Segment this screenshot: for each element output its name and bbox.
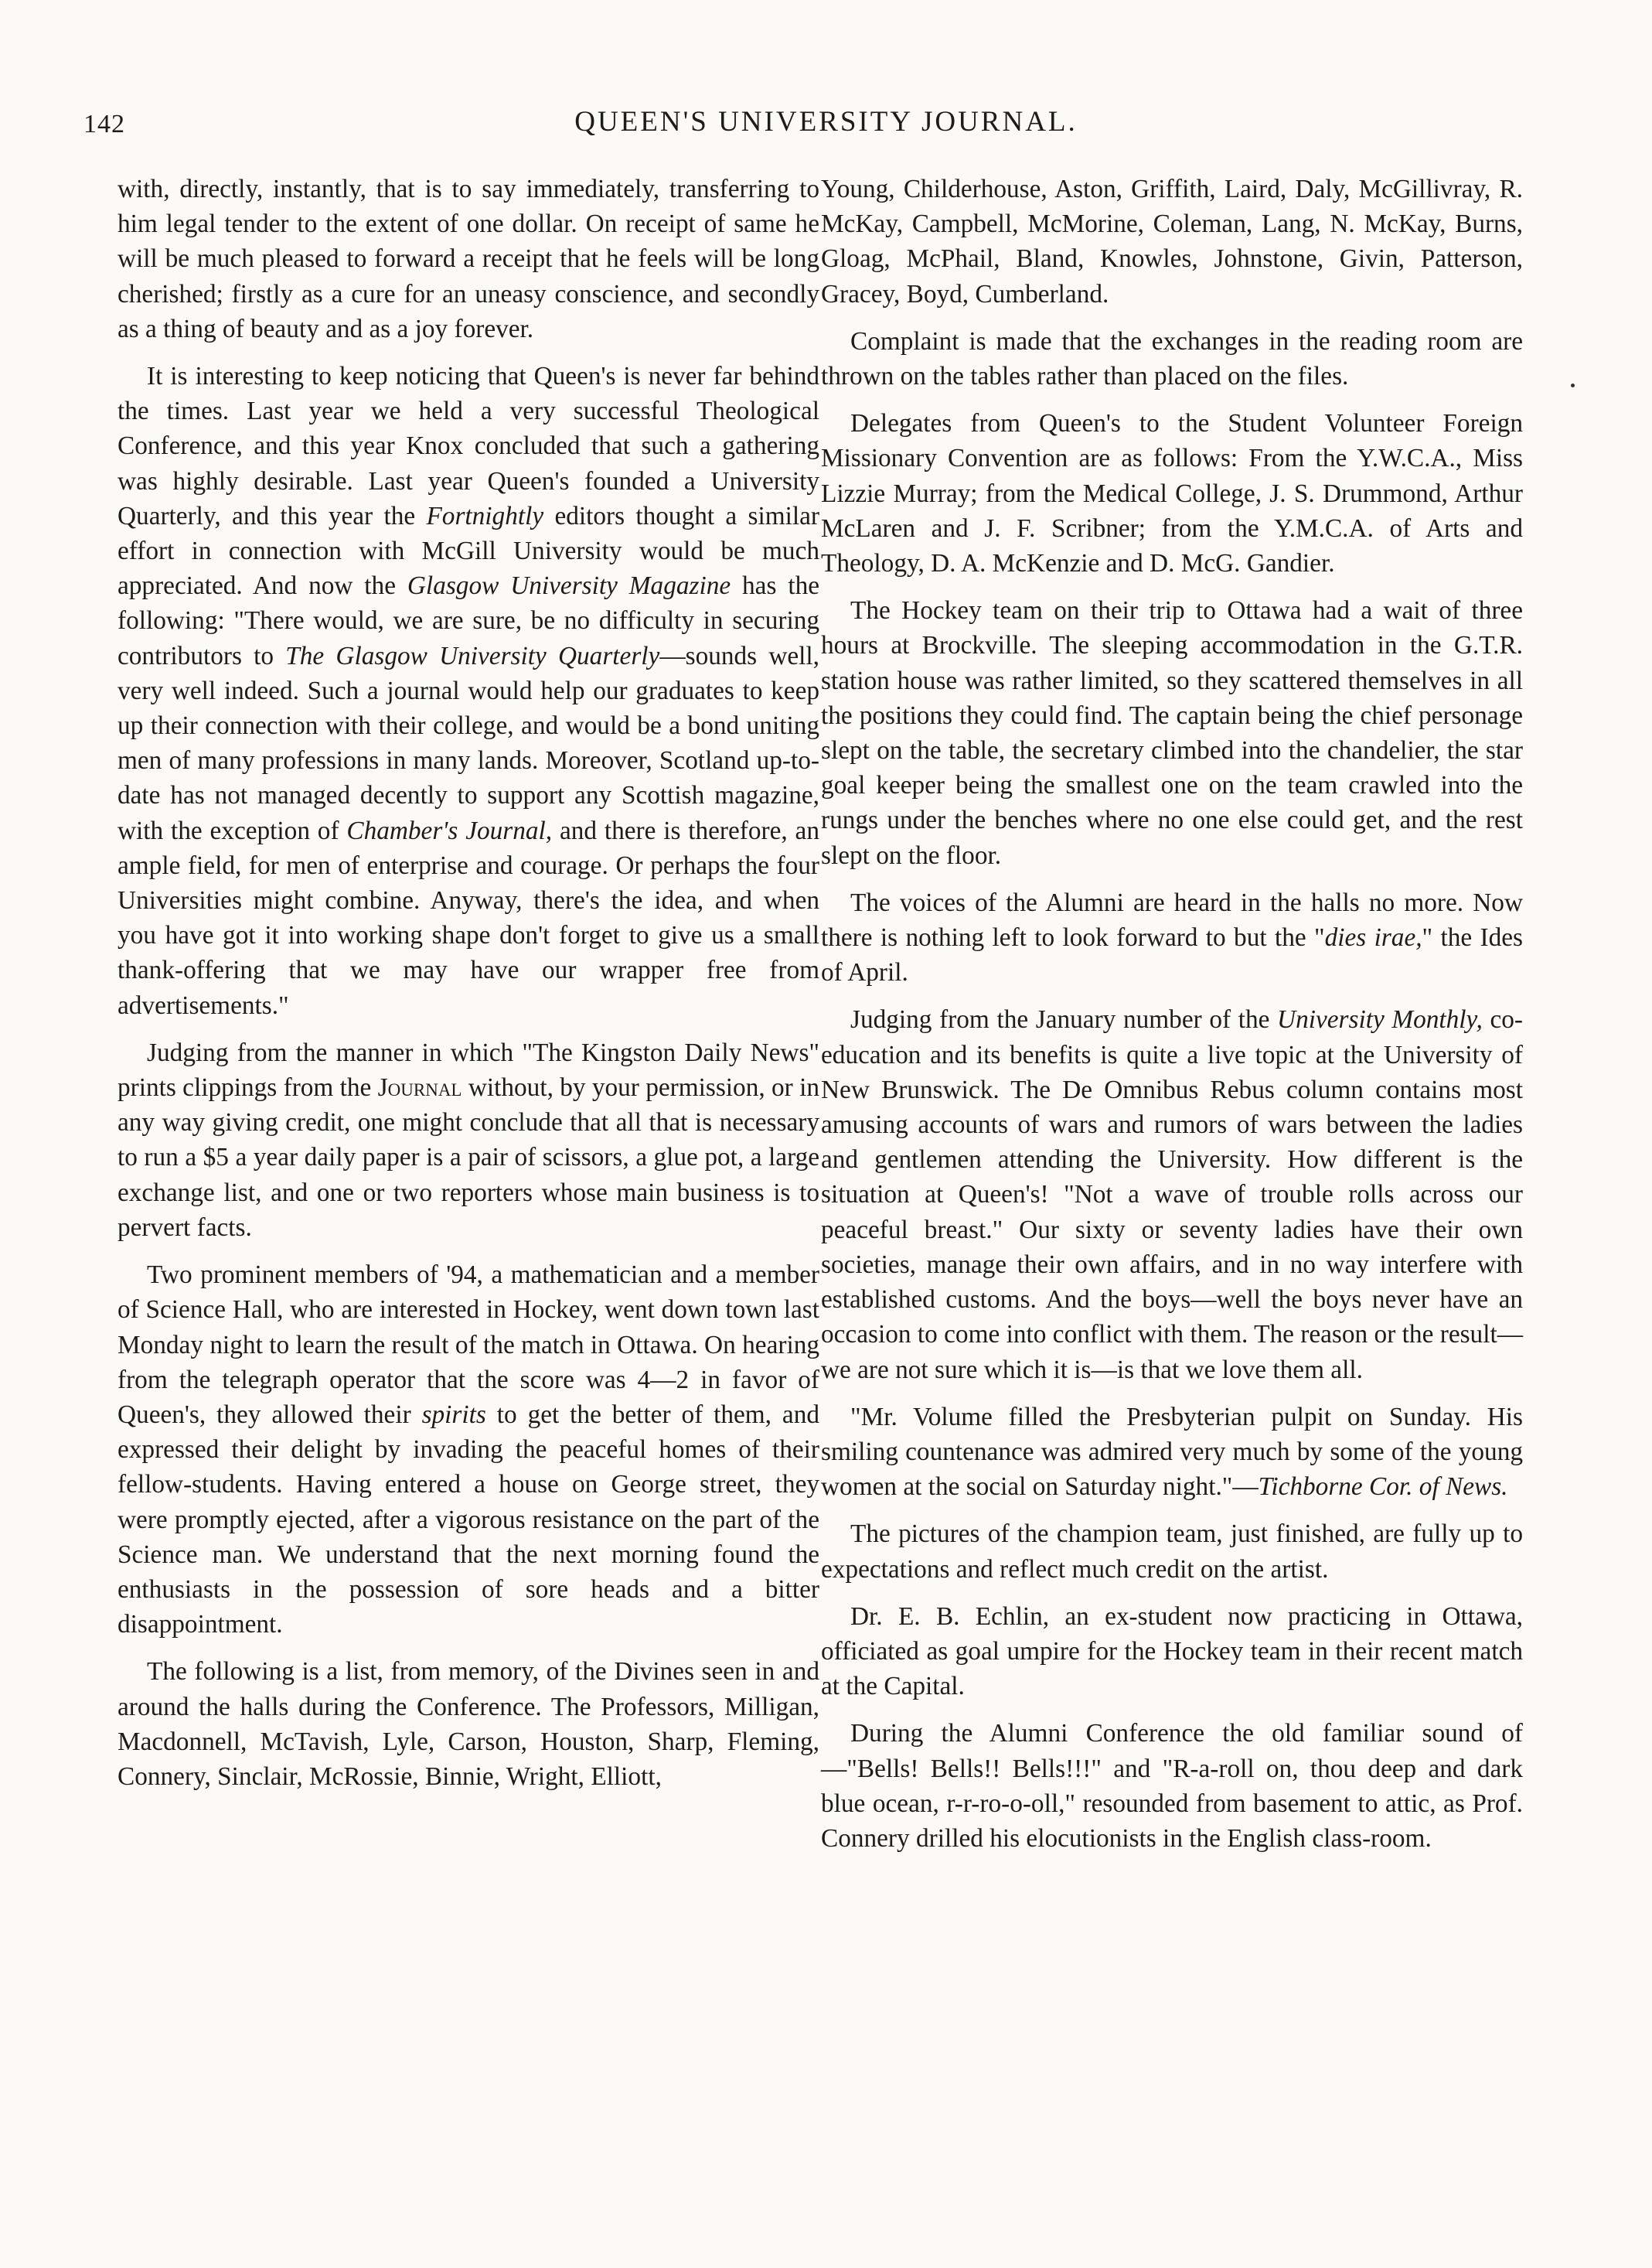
paragraph: The Hockey team on their trip to Ottawa had a wait of three hours at Brockville. The sleeping accommodation in the G.T.R. station house was rather limited, so they scattered themselves in all the positions they could find. The captain being the chief personage slept on the table, the secretary climbed into the chandelier, the star goal keeper being the smallest one on the team crawled into the rungs under the benches where no one else could get, and the rest slept on the floor.: [821, 596, 1523, 870]
paragraph: The pictures of the champion team, just finished, are fully up to expectations and reflect much credit on the artist.: [821, 1519, 1523, 1584]
italic-title: Chamber's Journal,: [346, 816, 553, 845]
text-run: without, by your permission, or in any way giving credit, one might conclude that all that is necessary to run a $5 a year daily paper is a pair of scissors, a glue pot, a large exchange list, and one or two reporters whose main business is to pervert facts.: [118, 1073, 819, 1242]
text-run: " the Ides of April.: [821, 923, 1523, 987]
small-caps-word: Journal: [377, 1073, 462, 1103]
text-run: —sounds well, very well indeed. Such a journal would help our graduates to keep up their connection with their college, and would be a bond uniting men of many professions in many lands. Moreover, Scotland up-to-date has not managed decently to support any Scottish magazine, with the exception of: [118, 641, 819, 845]
text-run: The voices of the Alumni are heard in the halls no more. Now there is nothing left to look forward to but the ": [821, 888, 1523, 953]
paragraph: [118, 1257, 819, 1642]
text-run: Judging from the manner in which "The Kingston Daily News" prints clippings from the: [118, 1038, 819, 1103]
text-run: Judging from the January number of the: [850, 1005, 1278, 1035]
text-run: Two prominent members of '94, a mathematician and a member of Science Hall, who are interested in Hockey, went down town last Monday night to learn the result of the match in Ottawa. On hearing from the telegraph operator that the score was 4—2 in favor of Queen's, they allowed their: [118, 1260, 819, 1429]
paragraph: [821, 885, 1523, 991]
paragraph: with, directly, instantly, that is to say immediately, transferring to him legal tender to the extent of one dollar. On receipt of same he will be much pleased to forward a receipt that he feels will be long cherished; firstly as a cure for an uneasy conscience, and secondly as a thing of beauty and as a joy forever.: [118, 175, 819, 343]
paragraph: Young, Childerhouse, Aston, Griffith, Laird, Daly, McGillivray, R. McKay, Campbell, McMorine, Coleman, Lang, N. McKay, Burns, Gloag, McPhail, Bland, Knowles, Johnstone, Givin, Patterson, Gracey, Boyd, Cumberland.: [821, 175, 1523, 309]
paragraph: Complaint is made that the exchanges in the reading room are thrown on the tables rather than placed on the files.: [821, 326, 1523, 391]
italic-title: The Glasgow University Quarterly: [285, 641, 660, 670]
italic-title: University Monthly,: [1277, 1005, 1483, 1035]
text-run: co-education and its benefits is quite a live topic at the University of New Brunswick. The De Omnibus Rebus column contains most amusing accounts of wars and rumors of wars between the ladies and gentlemen attending the University. How different is the situation at Queen's! "Not a wave of trouble rolls across our peaceful breast." Our sixty or seventy ladies have their own societies, manage their own affairs, and in no way interfere with established customs. And the boys—well the boys never have an occasion to come into conflict with them. The reason or the result—we are not sure which it is—is that we love them all.: [821, 1005, 1523, 1384]
italic-title: Fortnightly: [426, 501, 544, 530]
text-run: "Mr. Volume filled the Presbyterian pulpit on Sunday. His smiling countenance was admired very much by some of the young women at the social on Saturday night."—: [821, 1402, 1523, 1502]
text-run: has the following: "There would, we are sure, be no difficulty in securing contributors to: [118, 571, 819, 670]
paragraph: [821, 1400, 1523, 1505]
running-title: QUEEN'S UNIVERSITY JOURNAL.: [574, 106, 1078, 138]
text-run: It is interesting to keep noticing that Queen's is never far behind the times. Last year we held a very successful Theological Conference, and this year Knox concluded that such a gathering was highly desirable. Last year Queen's founded a University Quarterly, and this year the: [118, 362, 819, 530]
paragraph: [118, 359, 819, 1023]
paragraph: Dr. E. B. Echlin, an ex-student now practicing in Ottawa, officiated as goal umpire for the Hockey team in their recent match at the Capital.: [821, 1601, 1523, 1701]
paragraph: During the Alumni Conference the old familiar sound of—"Bells! Bells!! Bells!!!" and "R-a-roll on, thou deep and dark blue ocean, r-r-ro-o-oll," resounded from basement to attic, as Prof. Connery drilled his elocutionists in the English class-room.: [821, 1719, 1523, 1853]
italic-title: Glasgow University Magazine: [407, 571, 731, 601]
page-number: 142: [83, 110, 125, 138]
ink-speck: [1571, 384, 1575, 387]
paragraph: [821, 1002, 1523, 1386]
paragraph: The following is a list, from memory, of the Divines seen in and around the halls during the Conference. The Professors, Milligan, Macdonnell, McTavish, Lyle, Carson, Houston, Sharp, Fleming, Connery, Sinclair, McRossie, Binnie, Wright, Elliott,: [118, 1657, 819, 1791]
italic-word: dies irae,: [1324, 923, 1422, 953]
italic-attribution: Tichborne Cor. of News.: [1258, 1472, 1508, 1502]
text-run: and there is therefore, an ample field, for men of enterprise and courage. Or perhaps the four Universities might combine. Anyway, there's the idea, and when you have got it into working shape don't forget to give us a small thank-offering that we may have our wrapper free from advertisements.": [118, 816, 819, 1020]
right-column: [821, 172, 1523, 1868]
text-run: to get the better of them, and expressed their delight by invading the peaceful homes of their fellow-students. Having entered a house on George street, they were promptly ejected, after a vigorous resistance on the part of the Science man. We understand that the next morning found the enthusiasts in the possession of sore heads and a bitter disappointment.: [118, 1400, 819, 1639]
left-column: [118, 172, 819, 1806]
paragraph: Delegates from Queen's to the Student Volunteer Foreign Missionary Convention are as follows: From the Y.W.C.A., Miss Lizzie Murray; from the Medical College, J. S. Drummond, Arthur McLaren and J. F. Scribner; from the Y.M.C.A. of Arts and Theology, D. A. McKenzie and D. McG. Gandier.: [821, 409, 1523, 578]
text-run: editors thought a similar effort in connection with McGill University would be much appreciated. And now the: [118, 501, 819, 601]
paragraph: [118, 1035, 819, 1245]
italic-word: spirits: [421, 1400, 486, 1429]
